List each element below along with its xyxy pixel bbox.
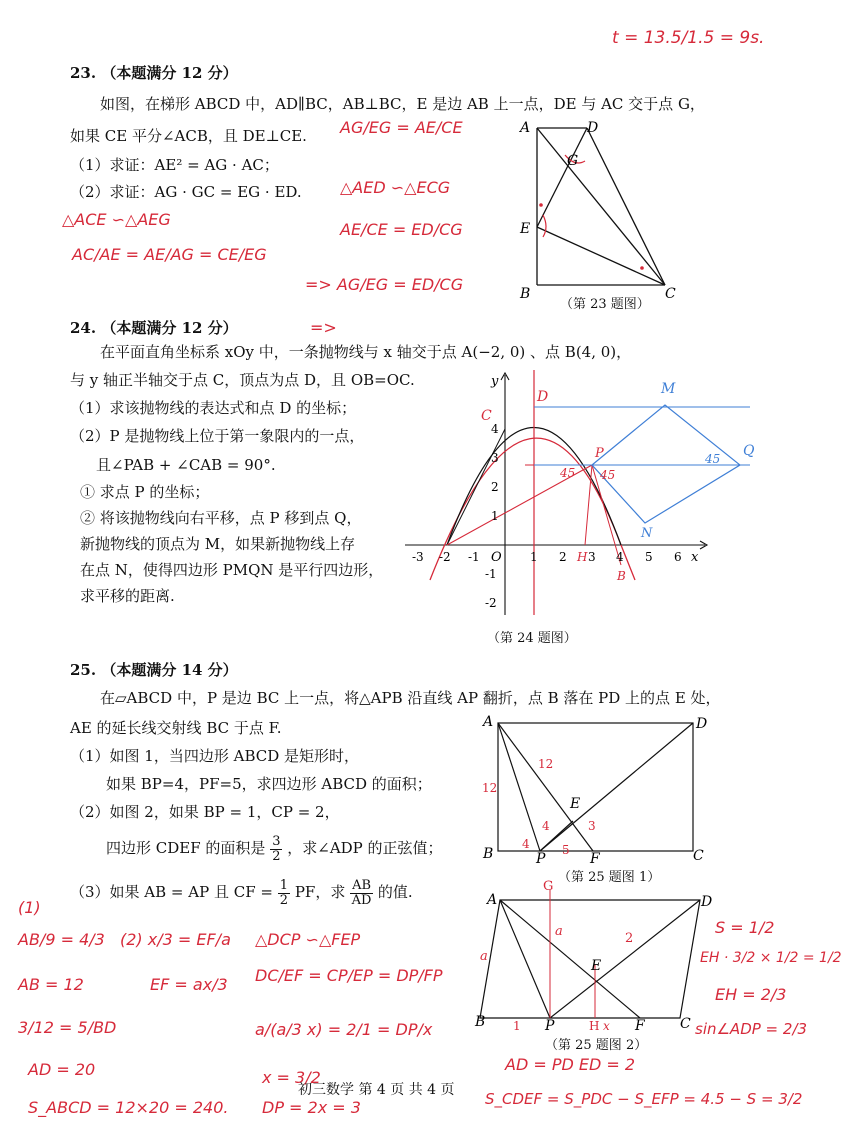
q25-f2-label-c: C [680, 1016, 691, 1032]
q24-hw-m: M [661, 381, 676, 397]
q25-part1b: 如果 BP=4，PF=5，求四边形 ABCD 的面积； [106, 775, 432, 793]
q23-label-a: A [520, 120, 531, 136]
q23-number: 23. （本题满分 12 分） [70, 64, 238, 82]
q24-ytick-2: 2 [491, 480, 499, 494]
q25-f2-hw-a2: a [555, 924, 563, 939]
q24-tick-2: 2 [559, 550, 567, 564]
q25-hw-16: EH = 2/3 [715, 985, 787, 1004]
q24-sub2c: 在点 N，使得四边形 PMQN 是平行四边形， [80, 561, 384, 579]
q25-f2-hw-1: 1 [513, 1019, 521, 1033]
q25-hw-3: AB = 12 [18, 975, 84, 994]
q24-tick-6: 6 [674, 550, 682, 564]
q23-hw-3: AE/CE = ED/CG [340, 220, 463, 239]
q25-f2-hw-g: G [543, 879, 554, 894]
q25-hw-15: EH · 3/2 × 1/2 = 1/2 [700, 950, 842, 966]
q25-f2-label-f: F [635, 1018, 645, 1034]
q24-sub1: ① 求点 P 的坐标； [80, 483, 210, 501]
q25-f2-hw-x: x [603, 1019, 610, 1033]
q25-figure-2 [475, 879, 720, 1034]
q24-tick-n2: -2 [439, 550, 451, 564]
q24-part2a: （2）P 是抛物线上位于第一象限内的一点， [70, 427, 365, 445]
q24-y-label: y [491, 374, 499, 389]
q25-part2b: 四边形 CDEF 的面积是 $\frac{3}{2}$ ，求∠ADP 的正弦值； [106, 833, 443, 864]
q25-f2-label-e: E [591, 958, 602, 974]
page-footer: 初三数学 第 4 页 共 4 页 [298, 1082, 455, 1098]
q24-hw-n: N [641, 526, 653, 541]
q25-f2-hw-2: 2 [625, 931, 634, 946]
q25-f1-label-p: P [536, 851, 546, 867]
q25-caption-1: （第 25 题图 1） [558, 870, 661, 885]
q25-f1-label-d: D [696, 716, 708, 732]
q24-line2: 与 y 轴正半轴交于点 C，顶点为点 D，且 OB=OC. [70, 371, 415, 389]
q24-hw-45b: 45 [600, 468, 616, 482]
q25-f1-label-a: A [483, 714, 494, 730]
q23-figure [505, 115, 685, 305]
q25-f1-label-f: F [590, 851, 600, 867]
q23-caption: （第 23 题图） [560, 297, 650, 312]
q25-part2a: （2）如图 2，如果 BP = 1，CP = 2， [70, 803, 340, 821]
q25-f2-hw-a1: a [480, 949, 488, 964]
q25-part1a: （1）如图 1，当四边形 ABCD 是矩形时， [70, 747, 360, 765]
q24-hw-d: D [537, 389, 549, 405]
q25-line1: 在▱ABCD 中，P 是边 BC 上一点，将△APB 沿直线 AP 翻折，点 B 落在 PD 上的点 E 处， [100, 689, 721, 707]
handwritten-time-note: t = 13.5/1.5 = 9s. [612, 28, 765, 48]
q24-hw-45c: 45 [705, 452, 721, 466]
q25-f1-hw-5: 5 [562, 843, 570, 857]
q24-ytick-3: 3 [491, 451, 499, 465]
q24-hw-q: Q [743, 443, 755, 459]
q23-hw-6: △ACE ∽△AEG [62, 210, 171, 229]
q25-hw-19: S_CDEF = S_PDC − S_EFP = 4.5 − S = 3/2 [485, 1090, 803, 1108]
q24-hw-h: H [577, 550, 588, 564]
q24-line1: 在平面直角坐标系 xOy 中，一条抛物线与 x 轴交于点 A(−2, 0) 、点 B(4, 0)， [100, 343, 632, 361]
q25-hw-14: S = 1/2 [715, 918, 775, 937]
q25-hw-18: AD = PD ED = 2 [505, 1055, 636, 1074]
q24-tick-n1: -1 [468, 550, 480, 564]
q24-tick-n3: -3 [412, 550, 424, 564]
q24-part1: （1）求该抛物线的表达式和点 D 的坐标； [70, 399, 357, 417]
q25-f2-hw-h: H [589, 1019, 600, 1033]
q25-figure-1 [478, 708, 718, 868]
q25-hw-13: DP = 2x = 3 [262, 1098, 361, 1117]
q24-caption: （第 24 题图） [487, 631, 577, 646]
q23-part1: （1）求证：AE² = AG · AC； [70, 156, 279, 174]
q24-x-label: x [691, 550, 699, 565]
q25-f1-hw-3: 3 [588, 819, 596, 833]
q24-ytick-1: 1 [491, 509, 499, 523]
q25-hw-10: DC/EF = CP/EP = DP/FP [255, 966, 443, 985]
q24-ytick-n1: -1 [485, 567, 497, 581]
q25-hw-2: AB/9 = 4/3 [18, 930, 105, 949]
q25-number: 25. （本题满分 14 分） [70, 661, 238, 679]
q23-label-d: D [587, 120, 599, 136]
q24-tick-4: 4 [616, 550, 624, 564]
q25-f2-label-a: A [487, 892, 498, 908]
q25-hw-1: (1) [18, 898, 41, 917]
q25-f1-hw-4a: 4 [542, 819, 550, 833]
q24-tick-o: O [491, 550, 502, 565]
q24-sub2b: 新抛物线的顶点为 M，如果新抛物线上存 [80, 535, 356, 553]
q23-part2: （2）求证：AG · GC = EG · ED. [70, 183, 302, 201]
q25-hw-11: a/(a/3 x) = 2/1 = DP/x [255, 1020, 433, 1039]
q25-f1-label-b: B [483, 846, 494, 862]
q25-hw-12: x = 3/2 [262, 1068, 321, 1087]
q24-sub2d: 求平移的距离. [80, 587, 175, 605]
q25-f1-label-c: C [693, 848, 704, 864]
q25-hw-7: (2) x/3 = EF/a [120, 930, 231, 949]
q24-ytick-n2: -2 [485, 596, 497, 610]
q24-tick-5: 5 [645, 550, 653, 564]
q24-number: 24. （本题满分 12 分） [70, 319, 238, 337]
q23-label-c: C [665, 286, 676, 302]
q25-hw-17: sin∠ADP = 2/3 [695, 1020, 808, 1038]
q24-tick-3: 3 [588, 550, 596, 564]
q25-f1-hw-4b: 4 [522, 837, 530, 851]
q24-hw-b: B [617, 569, 626, 583]
q23-line1: 如图，在梯形 ABCD 中，AD∥BC，AB⊥BC，E 是边 AB 上一点，DE 与 AC 交于点 G， [100, 95, 705, 113]
q23-hw-1: AG/EG = AE/CE [340, 118, 463, 137]
q24-part2b: 且∠PAB + ∠CAB = 90°. [96, 456, 276, 474]
q23-hw-7: AC/AE = AE/AG = CE/EG [72, 245, 267, 264]
q23-hw-4: => AG/EG = ED/CG [305, 275, 464, 294]
q25-hw-9: △DCP ∽△FEP [255, 930, 361, 949]
q23-label-g: G [567, 153, 579, 169]
q25-f1-hw-12b: 12 [482, 781, 498, 795]
q24-hw-c: C [481, 408, 492, 424]
q25-hw-4: 3/12 = 5/BD [18, 1018, 117, 1037]
q25-hw-5: AD = 20 [28, 1060, 96, 1079]
q23-line2: 如果 CE 平分∠ACB，且 DE⊥CE. [70, 127, 307, 145]
q23-label-e: E [520, 221, 531, 237]
q25-caption-2: （第 25 题图 2） [545, 1038, 648, 1053]
q23-hw-5: => [310, 318, 337, 337]
q25-f1-hw-12: 12 [538, 757, 554, 771]
q24-sub2a: ② 将该抛物线向右平移，点 P 移到点 Q， [80, 509, 362, 527]
q23-hw-2: △AED ∽△ECG [340, 178, 451, 197]
q25-hw-6: S_ABCD = 12×20 = 240. [28, 1098, 229, 1117]
q25-f2-label-b: B [475, 1014, 486, 1030]
q25-f2-label-d: D [701, 894, 713, 910]
q24-hw-p: P [595, 446, 604, 461]
q25-line2: AE 的延长线交射线 BC 于点 F. [70, 719, 282, 737]
q23-label-b: B [520, 286, 531, 302]
q25-part3: （3）如果 AB = AP 且 CF = $\frac{1}{2}$ PF，求 $\frac{AB}{AD}$ 的值. [70, 877, 413, 908]
q24-ytick-4: 4 [491, 422, 499, 436]
q25-f1-label-e: E [570, 796, 581, 812]
q24-hw-45a: 45 [560, 466, 576, 480]
q25-hw-8: EF = ax/3 [150, 975, 228, 994]
q24-figure [395, 365, 795, 625]
q24-tick-1: 1 [530, 550, 538, 564]
q25-f2-label-p: P [545, 1018, 555, 1034]
